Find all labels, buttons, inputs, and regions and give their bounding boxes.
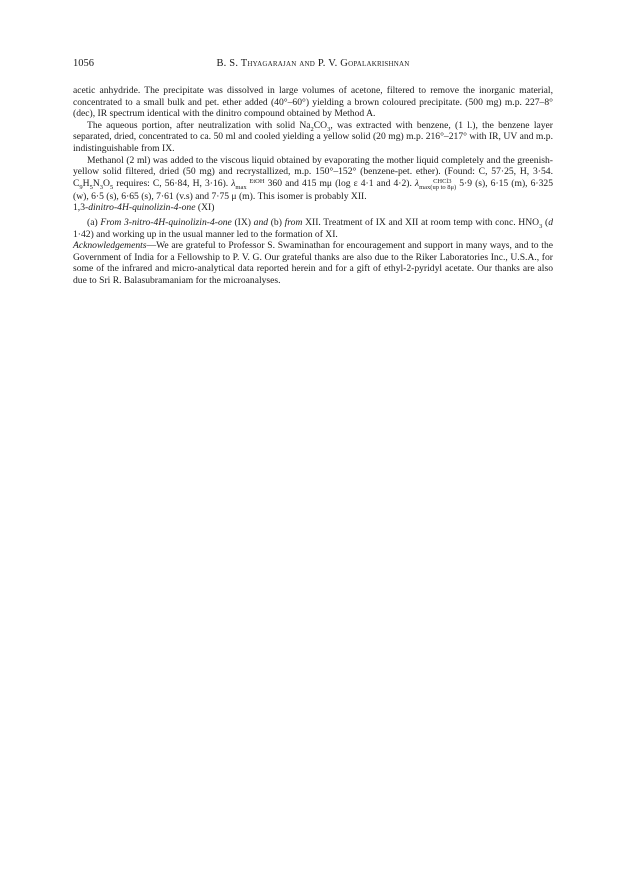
subscript: 2 <box>310 125 314 133</box>
text-run: (a) <box>87 216 101 228</box>
lambda-symbol: λ <box>231 177 236 189</box>
acknowledgements-text: —We are grateful to Professor S. Swaminathan for encouragement and support in many ways, and to the Government of India for a Fellowship to P. V. G. Our grateful thanks are also due to the Riker Laboratories Inc., U.S.A., for some of the infrared and micro-analytical data reported herein and for a gift of ethyl-2-pyridyl acetate. Our thanks are also due to Sri R. Balasubramaniam for the microanalyses. <box>73 240 553 286</box>
article-body <box>73 85 553 287</box>
text-run: (IX) <box>231 216 254 228</box>
italic-run: and <box>253 216 269 228</box>
text-run: O <box>103 177 110 189</box>
subscript: 3 <box>99 183 104 191</box>
italic-run: From 3-nitro-4H-quinolizin-4-one <box>100 216 232 228</box>
subscript: 3 <box>448 177 452 185</box>
lambda-max-chcl3-scripts <box>419 179 456 191</box>
text-run: ( <box>542 216 549 228</box>
paragraph-method-a: acetic anhydride. The precipitate was dissolved in large volumes of acetone, filtered to remove the inorganic material, concentrated to a small bulk and pet. ether added (40°–60°) yielding a brown coloured precipitate. (500 mg) m.p. 227–8° (dec), IR spectrum identical with the dinitro compound obtained by Method A. <box>73 85 553 120</box>
lambda-symbol: λ <box>414 177 420 189</box>
subscript: max <box>419 183 431 191</box>
subscript: 5 <box>109 183 114 191</box>
subscript: 3 <box>539 222 543 230</box>
text-run: XII. Treatment of IX and XII at room temp with conc. HNO <box>302 216 540 228</box>
subscript: 3 <box>327 125 331 133</box>
paragraph-methanol <box>73 155 553 203</box>
section-heading <box>73 202 553 214</box>
subscript: max <box>235 183 247 191</box>
subscript: 9 <box>79 183 83 191</box>
text-run: 1·42) and working up in the usual manner led to the formation of XI. <box>73 228 338 240</box>
page-number: 1056 <box>73 58 94 69</box>
text-run: 360 and 415 mμ (log ε 4·1 and 4·2). <box>264 177 415 189</box>
paragraph-synthesis-xi <box>73 217 553 240</box>
running-head-authors: B. S. Thyagarajan and P. V. Gopalakrishnan <box>216 58 410 69</box>
journal-page <box>73 58 553 287</box>
text-run: requires: C, 56·84, H, 3·16). <box>113 177 232 189</box>
heading-label: (XI) <box>195 202 215 214</box>
acknowledgements-label: Acknowledgements <box>73 240 147 252</box>
text-run: CO <box>313 119 328 131</box>
acknowledgements <box>73 240 553 286</box>
text-run: (b) <box>268 216 285 228</box>
superscript: EtOH <box>249 177 265 185</box>
heading-number: 1,3- <box>73 202 89 214</box>
subscript: 5 <box>89 183 93 191</box>
text-run: N <box>92 177 100 189</box>
superscript: CHCl <box>433 177 449 185</box>
heading-title: dinitro-4H-quinolizin-4-one <box>88 202 196 214</box>
lambda-max-ethanol-scripts <box>235 179 264 191</box>
page-header <box>73 58 553 74</box>
text-run: 5·9 (s), 6·15 (m), 6·325 (w), 6·5 (s), 6·65 (s), 7·61 (v.s) and 7·75 μ (m). This isomer is probably XII. <box>73 177 553 202</box>
text-run: H <box>82 177 90 189</box>
italic-run: from <box>284 216 303 228</box>
text-run: , was extracted with benzene, (1 l.), the benzene layer separated, dried, concentrated to ca. 50 ml and cooled yielding a yellow solid (20 mg) m.p. 216°–217° with IR, UV and m.p. indistinguishable from IX. <box>73 119 554 154</box>
text-run: Methanol (2 ml) was added to the viscous liquid obtained by evaporating the mother liquid completely and the greenish-yellow solid filtered, dried (50 mg) and recrystallized, m.p. 150°–152° (benzene-pet. ether). (Found: C, 57·25, H, 3·54. C <box>73 154 553 189</box>
text-run: The aqueous portion, after neutralization with solid Na <box>87 119 311 131</box>
subscript-note: (up to 8μ) <box>430 183 457 191</box>
italic-run: d <box>548 216 554 228</box>
paragraph-aqueous-portion <box>73 120 553 155</box>
